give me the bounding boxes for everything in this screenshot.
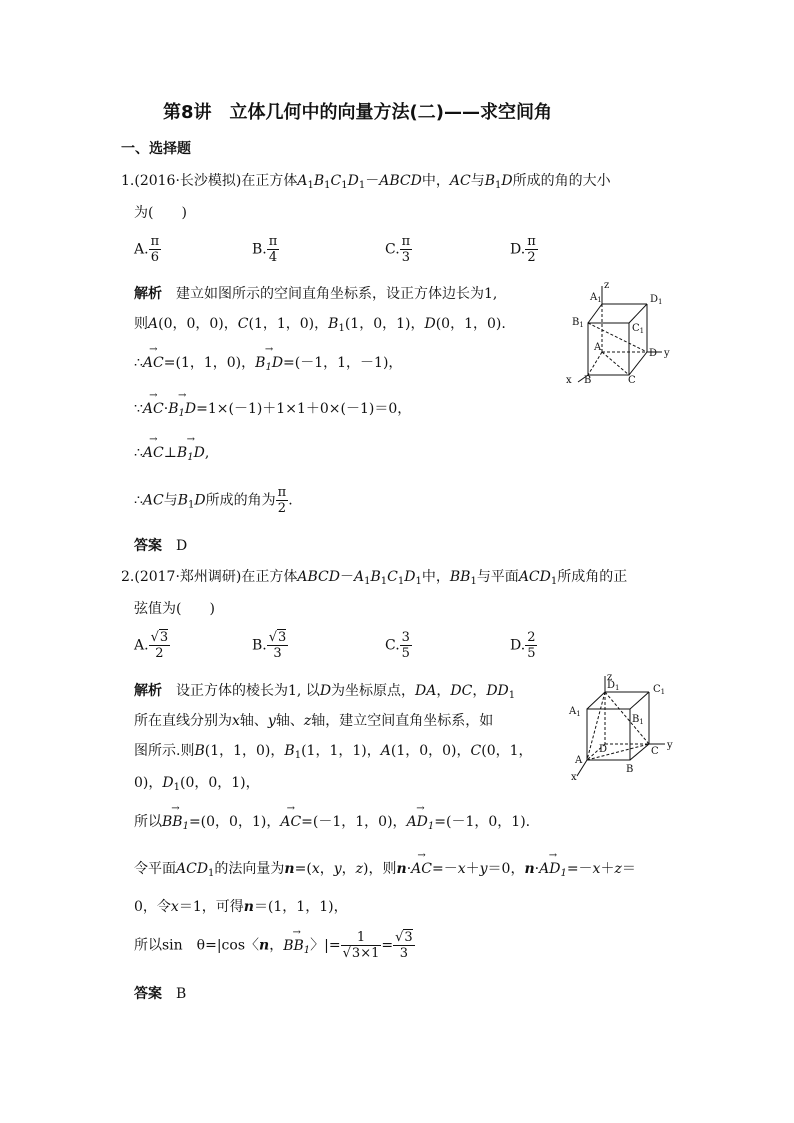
q2-analysis-line1: 解析 设正方体的棱长为1, 以D为坐标原点，DA，DC，$DD_1$ xyxy=(134,683,516,701)
q1-analysis-line1: 解析 建立如图所示的空间直角坐标系，设正方体边长为1, xyxy=(134,286,498,302)
svg-text:y: y xyxy=(664,348,670,359)
q2-stem-line1: 2.(2017·郑州调研)在正方体$ABCD-A_1B_1C_1D_1$中，$BB_1$与平面$ACD_1$所成角的正 xyxy=(121,569,628,587)
q1-stem-line2: 为( ) xyxy=(134,205,187,221)
q2-analysis-line3: 图所示.则B(1，1，0)，$B_1(1$，1，1)，A(1，0，0)，C(0，1， xyxy=(134,743,533,761)
page-title: 第8讲 立体几何中的向量方法(二)——求空间角 xyxy=(163,102,552,123)
q2-answer xyxy=(134,983,186,1003)
q1-analysis-line3: ∴→ AC=(1，1，0)，→ $B_1D=(-1$，1，－1)， xyxy=(134,352,402,373)
q2-option-b: B. $\frac{√3}{3}$ xyxy=(252,630,287,661)
svg-text:C: C xyxy=(628,375,636,385)
svg-text:A: A xyxy=(594,342,602,353)
cube-figure-1 xyxy=(560,280,680,385)
q1-answer-value: D xyxy=(176,538,188,554)
q1-stem-line1: 1.(2016·长沙模拟)在正方体$A_1B_1C_1D_1-ABCD$中，AC与$B_1D$所成的角的大小 xyxy=(121,173,611,191)
svg-text:B1: $B_1$ xyxy=(572,317,584,329)
q2-analysis-line6: 令平面$ACD_1$的法向量为n=(x，y，z)，则n·→ AC=－x＋y＝0，$n\cdot\to AD_1=-x+z=$ xyxy=(134,858,636,879)
svg-text:x: x xyxy=(571,772,577,783)
svg-text:z: z xyxy=(604,280,610,291)
cube-figure-2 xyxy=(565,672,685,784)
q2-answer-label: 答案 xyxy=(134,986,162,1002)
q1-analysis-line4: ∵→ $AC\cdot\to B_1D=1\times(-1)+1\times 1+0\times(-1)=0$， xyxy=(134,398,411,419)
q1-option-b: B. $\frac{\pi}{4}$ xyxy=(252,234,278,265)
q2-analysis-label: 解析 xyxy=(134,683,162,699)
q2-analysis-line5: 所以→ $BB_1=(0$，0，1)，→ AC=(－1，1，0)，→ $AD_1=(-1$，0，1). xyxy=(134,811,530,832)
svg-text:C1: $C_1$ xyxy=(632,323,645,335)
q1-answer-label: 答案 xyxy=(134,538,162,554)
q1-analysis-line6: ∴AC与$B_1D$所成的角为 $\frac{\pi}{2}$ . xyxy=(134,485,293,516)
svg-text:B1: $B_1$ xyxy=(632,714,644,726)
q1-option-a: A. $\frac{\pi}{6}$ xyxy=(134,234,160,265)
q1-analysis-line5: ∴→ AC⊥→ $B_1D$, xyxy=(134,445,209,463)
svg-text:y: y xyxy=(667,740,673,751)
q2-analysis-line8: 所以sin θ=|cos〈n，→ $BB_1$〉|= $\frac{1}{√3\times 1}$ = $\frac{√3}{3}$ xyxy=(134,930,415,961)
svg-text:D: D xyxy=(649,348,658,359)
svg-text:B: B xyxy=(584,375,592,385)
section-heading: 一、选择题 xyxy=(121,141,191,157)
svg-text:x: x xyxy=(566,375,572,385)
q2-stem-line2: 弦值为( ) xyxy=(134,601,215,617)
q2-analysis-line4: 0)，$D_1(0$，0，1)， xyxy=(134,775,260,793)
svg-text:D: D xyxy=(599,744,608,755)
q1-analysis-line2: 则A(0，0，0)，C(1，1，0)，$B_1(1$，0，1)，D(0，1，0). xyxy=(134,316,506,334)
svg-text:D1: $D_1$ xyxy=(607,680,620,692)
q2-option-c: C. $\frac{3}{5}$ xyxy=(385,630,410,661)
q2-option-d: D. $\frac{2}{5}$ xyxy=(510,630,536,661)
q1-answer xyxy=(134,535,187,555)
q2-analysis-line7: 0，令x＝1，可得n＝(1，1，1)， xyxy=(134,899,348,915)
q2-option-a: A. $\frac{√3}{2}$ xyxy=(134,630,169,661)
svg-text:A1: $A_1$ xyxy=(590,292,602,304)
svg-text:C: C xyxy=(651,746,659,757)
q2-analysis-line2: 所在直线分别为x轴、y轴、z轴，建立空间直角坐标系，如 xyxy=(134,713,494,729)
svg-text:A: A xyxy=(575,755,583,766)
q1-analysis-label: 解析 xyxy=(134,286,162,302)
svg-text:C1: $C_1$ xyxy=(653,684,666,696)
q1-option-d: D. $\frac{\pi}{2}$ xyxy=(510,234,536,265)
svg-text:B: B xyxy=(626,764,634,775)
q1-option-c: C. $\frac{\pi}{3}$ xyxy=(385,234,411,265)
svg-text:D1: $D_1$ xyxy=(650,294,663,306)
svg-text:A1: $A_1$ xyxy=(569,706,581,718)
q2-answer-value: B xyxy=(176,986,187,1002)
svg-text:z: z xyxy=(607,672,613,683)
